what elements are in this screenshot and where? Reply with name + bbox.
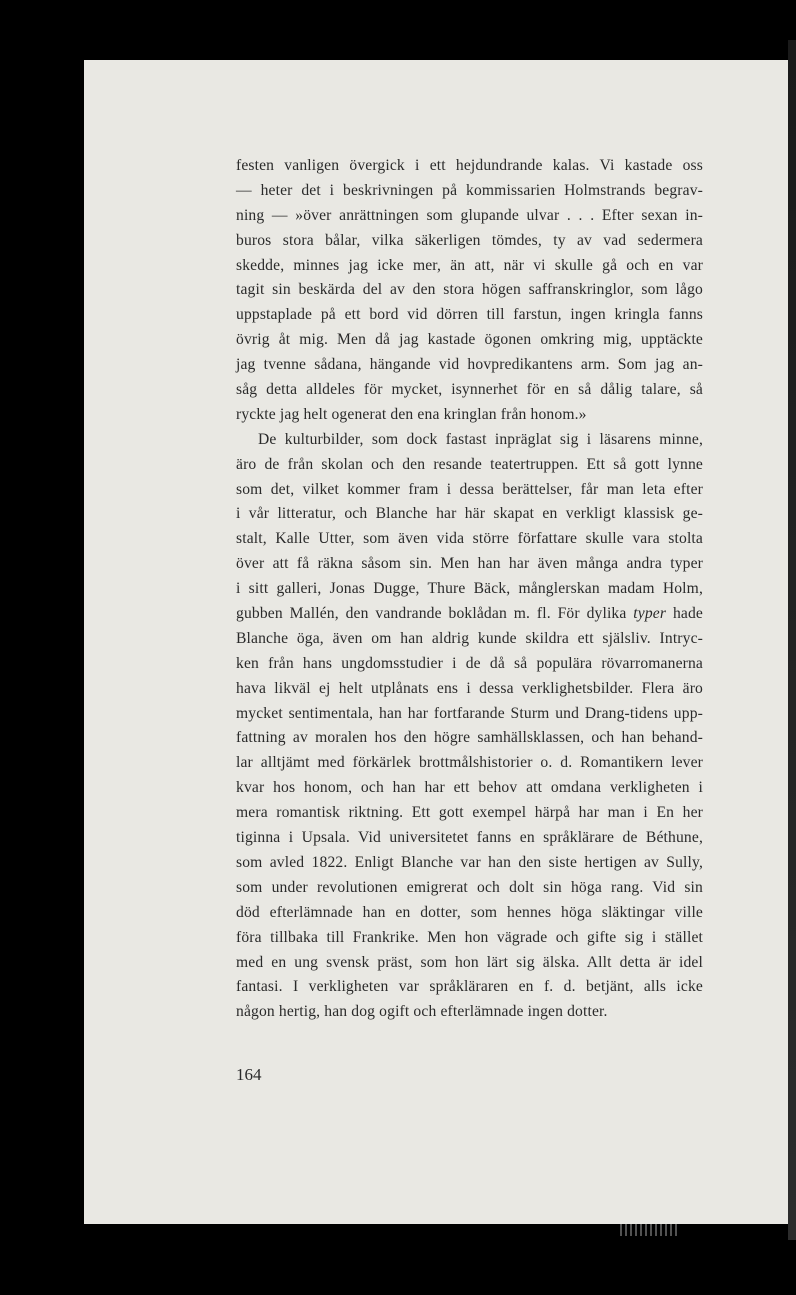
text-line: som under revolutionen emigrerat och dolt sin höga rang. Vid sin bbox=[236, 878, 703, 896]
text-line: såg detta alldeles för mycket, isynnerhet för en så dålig talare, så bbox=[236, 381, 703, 399]
text-line: festen vanligen övergick i ett hejdundrande kalas. Vi kastade oss bbox=[236, 157, 703, 174]
text-line: tiginna i Upsala. Vid universitetet fanns en språklärare de Béthune, bbox=[236, 829, 703, 847]
book-page bbox=[84, 60, 796, 1224]
text-line: i vår litteratur, och Blanche har här skapat en verkligt klassisk ge- bbox=[236, 505, 703, 523]
text-line: någon hertig, han dog ogift och efterlämnade ingen dotter. bbox=[236, 1003, 608, 1021]
text-line: — heter det i beskrivningen på kommissarien Holmstrands begrav- bbox=[236, 181, 703, 199]
text-line: som det, vilket kommer fram i dessa berättelser, får man leta efter bbox=[236, 480, 703, 498]
text-line: stalt, Kalle Utter, som även vida större författare skulle vara stolta bbox=[236, 530, 703, 548]
text-line: mycket sentimentala, han har fortfarande Sturm und Drang-tidens upp- bbox=[236, 704, 703, 722]
page-edge-shadow bbox=[788, 40, 796, 1240]
text-line: jag tvenne sådana, hängande vid hovpredikantens arm. Som jag an- bbox=[236, 356, 703, 374]
text-line: lar alltjämt med förkärlek brottmålshistorier o. d. Romantikern lever bbox=[236, 754, 703, 772]
paragraph-start-line: De kulturbilder, som dock fastast inpräglat sig i läsarens minne, bbox=[258, 430, 703, 448]
text-line: föra tillbaka till Frankrike. Men hon vägrade och gifte sig i stället bbox=[236, 928, 703, 946]
text-line: fantasi. I verkligheten var språkläraren en f. d. betjänt, alls icke bbox=[236, 978, 703, 996]
text-line-with-italic bbox=[236, 602, 703, 627]
text-line: mera romantisk riktning. Ett gott exempel härpå har man i En her bbox=[236, 804, 703, 822]
text-segment: gubben Mallén, den vandrande boklådan m. fl. För dylika bbox=[236, 605, 627, 623]
text-line: som avled 1822. Enligt Blanche var han den siste hertigen av Sully, bbox=[236, 853, 703, 871]
text-line: Blanche öga, även om han aldrig kunde skildra ett själsliv. Intryc- bbox=[236, 629, 703, 647]
italic-word: typer bbox=[633, 605, 667, 623]
text-line: hava likväl ej helt utplånats ens i dessa verklighetsbilder. Flera äro bbox=[236, 679, 703, 697]
text-line: med en ung svensk präst, som hon lärt sig älska. Allt detta är idel bbox=[236, 953, 703, 971]
text-line: fattning av moralen hos den högre samhällsklassen, och han behand- bbox=[236, 729, 703, 747]
text-line: tagit sin beskärda del av den stora högen saffranskringlor, som lågo bbox=[236, 281, 703, 299]
text-line: kvar hos honom, och han har ett behov att omdana verkligheten i bbox=[236, 779, 703, 797]
text-line: äro de från skolan och den resande teatertruppen. Ett så gott lynne bbox=[236, 455, 703, 473]
text-line: död efterlämnade han en dotter, som hennes höga släktingar ville bbox=[236, 903, 703, 921]
text-line: ken från hans ungdomsstudier i de då så populära rövarromanerna bbox=[236, 654, 703, 672]
text-line: skedde, minnes jag icke mer, än att, när vi skulle gå och en var bbox=[236, 256, 703, 274]
text-segment: hade bbox=[672, 605, 703, 623]
scan-edge-marks bbox=[620, 1224, 680, 1236]
body-text bbox=[236, 154, 703, 1025]
text-line: uppstaplade på ett bord vid dörren till farstun, ingen kringla fanns bbox=[236, 306, 703, 324]
text-line: buros stora bålar, vilka säkerligen tömdes, ty av vad sedermera bbox=[236, 231, 703, 249]
text-line: i sitt galleri, Jonas Dugge, Thure Bäck, månglerskan madam Holm, bbox=[236, 580, 703, 598]
text-line: över att få räkna såsom sin. Men han har även många andra typer bbox=[236, 555, 703, 573]
text-line: ning — »över anrättningen som glupande ulvar . . . Efter sexan in- bbox=[236, 206, 703, 224]
page-number: 164 bbox=[236, 1065, 262, 1084]
text-line: ryckte jag helt ogenerat den ena kringlan från honom.» bbox=[236, 405, 587, 423]
text-line: övrig åt mig. Men då jag kastade ögonen omkring mig, upptäckte bbox=[236, 331, 703, 349]
